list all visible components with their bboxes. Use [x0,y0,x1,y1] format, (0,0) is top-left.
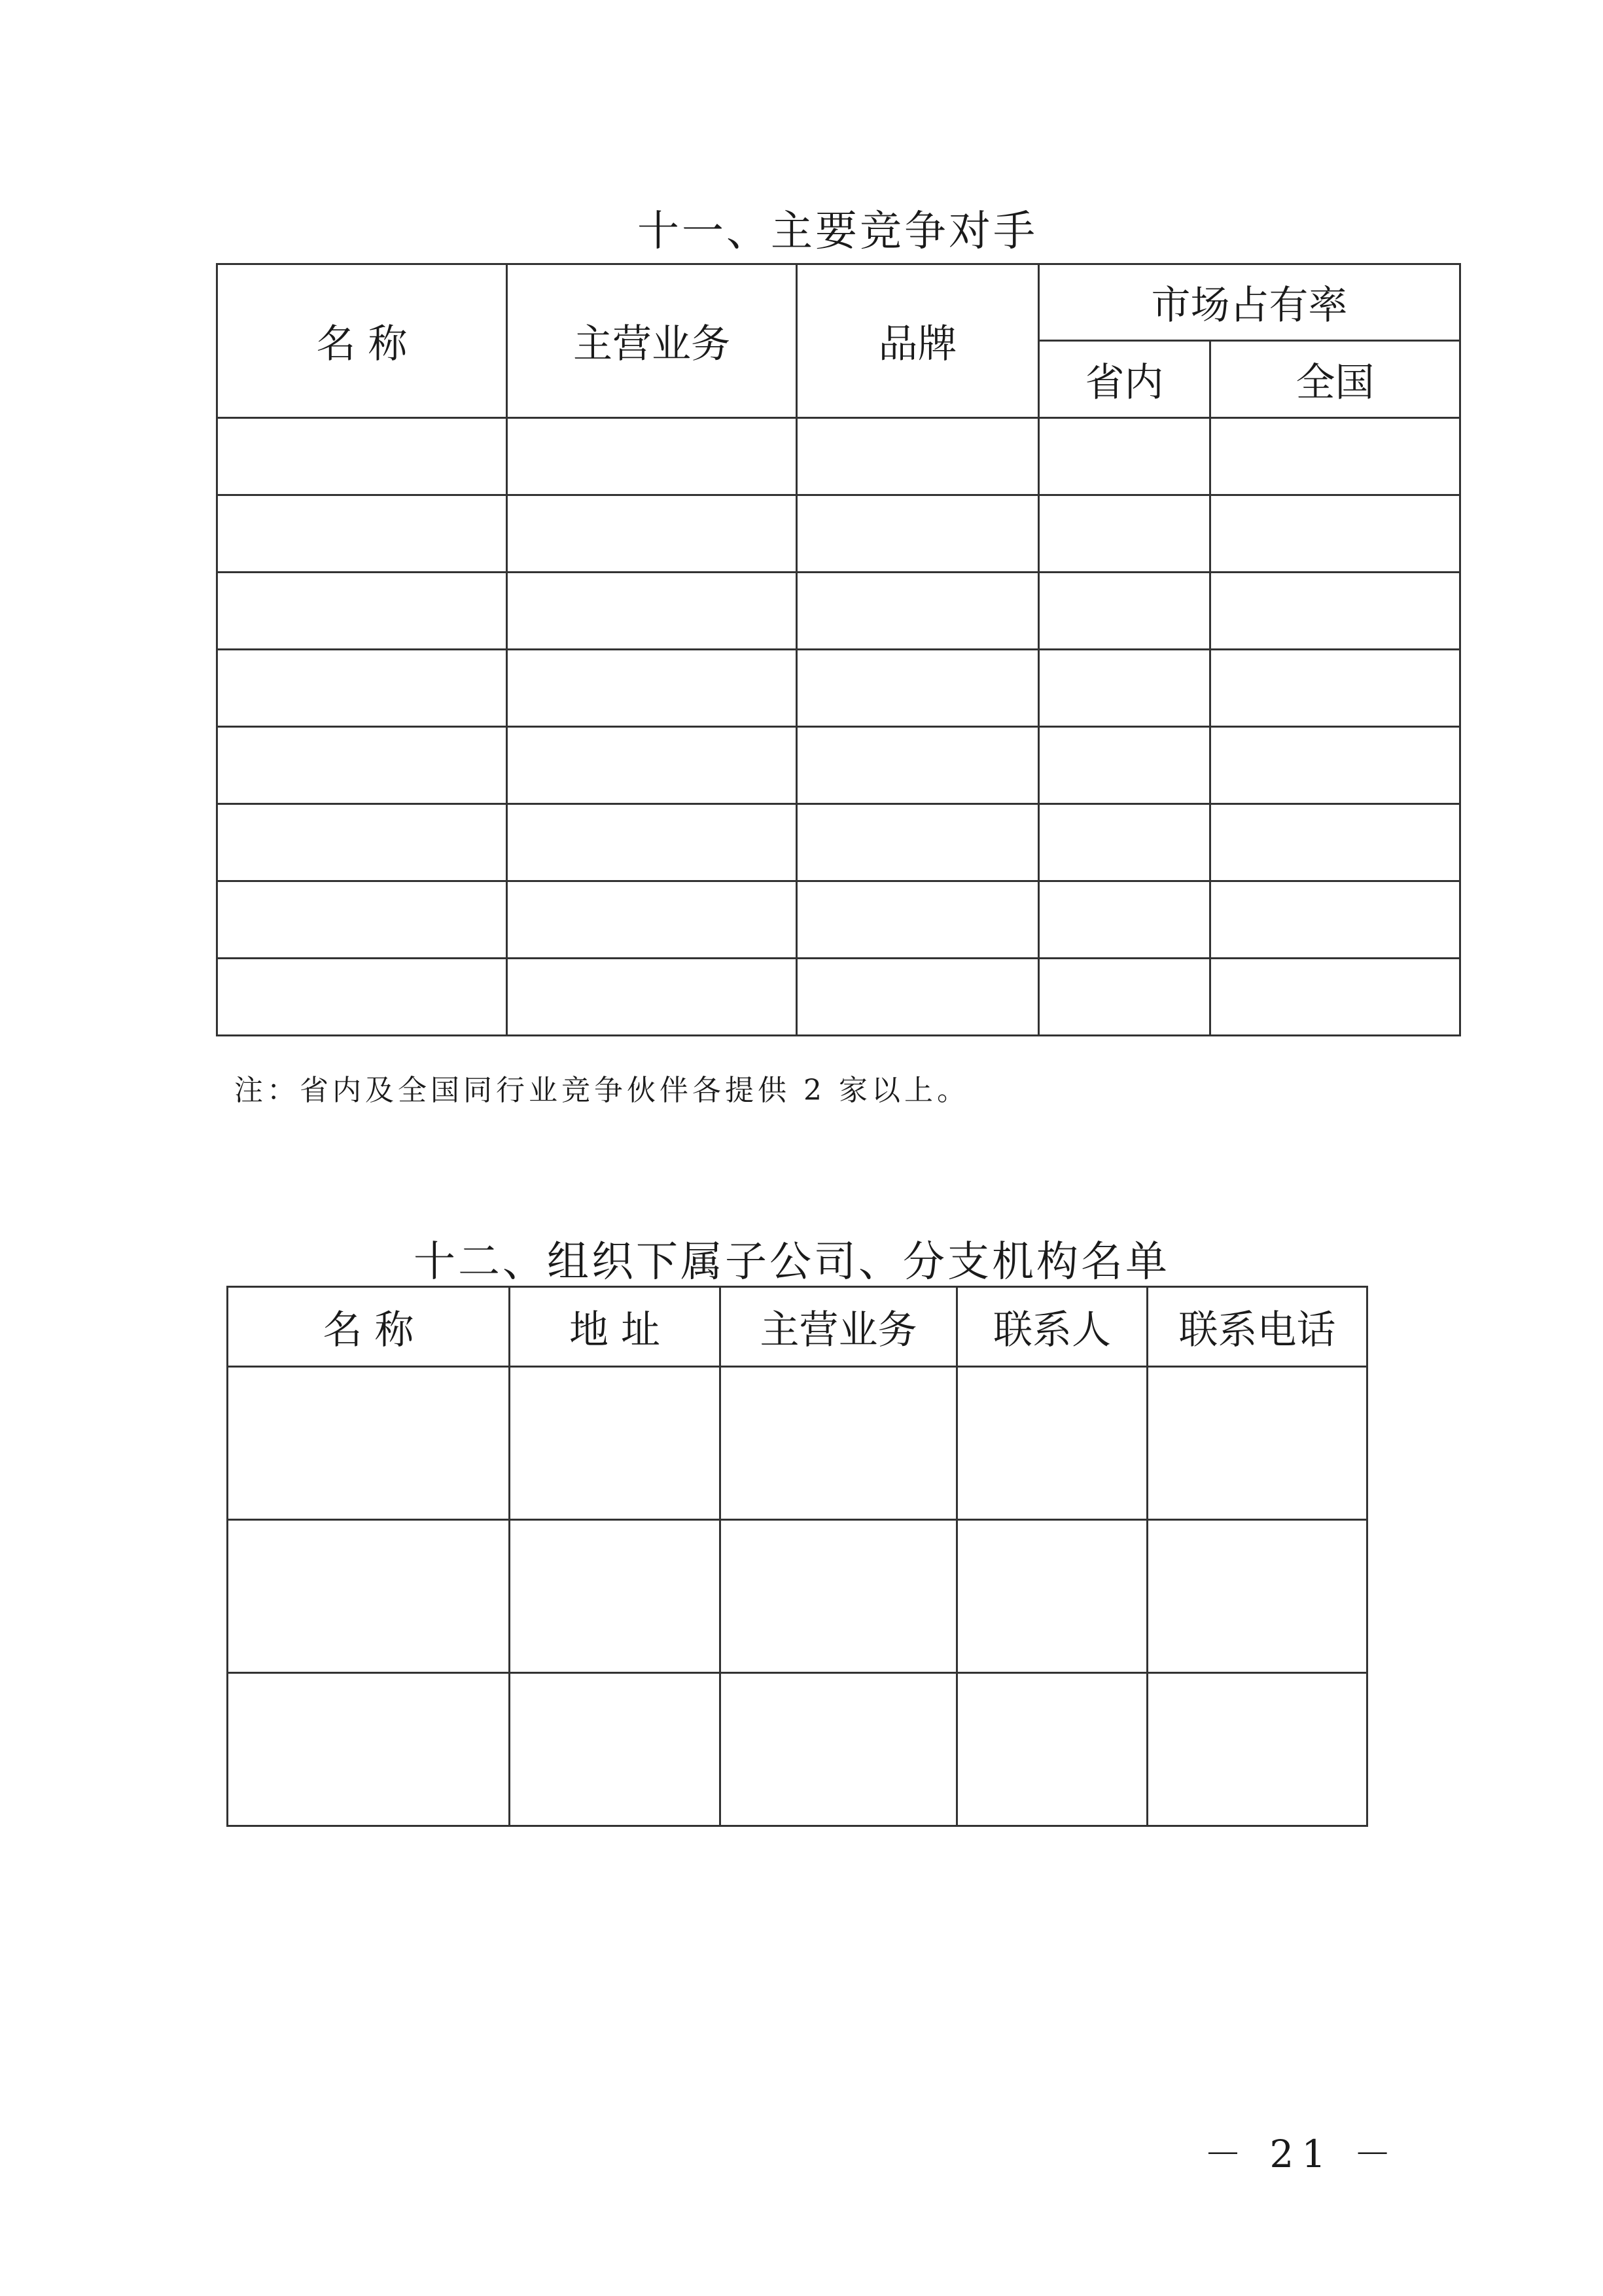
empty-cell [217,495,507,573]
subsidiaries-body [228,1367,1367,1826]
header-national: 全国 [1210,341,1460,418]
empty-cell [507,573,797,650]
section12-title: 十二、组织下属子公司、分支机构名单 [414,1238,1170,1286]
empty-cell [1210,573,1460,650]
empty-cell [1210,727,1460,804]
empty-cell [1210,804,1460,881]
empty-cell [507,959,797,1036]
empty-cell [510,1367,720,1520]
empty-cell [1210,495,1460,573]
table-row [228,1367,1367,1520]
empty-cell [228,1367,510,1520]
subsidiaries-table [226,1286,1368,1827]
empty-cell [1210,418,1460,495]
empty-cell [1039,573,1210,650]
header-row [228,1287,1367,1367]
empty-cell [1039,495,1210,573]
empty-cell [507,650,797,727]
header-market-share: 市场占有率 [1039,264,1460,341]
competitors-table [216,263,1461,1036]
empty-cell [510,1673,720,1826]
page-number: － 21 － [1204,2132,1400,2176]
empty-cell [957,1673,1148,1826]
empty-cell [1039,418,1210,495]
header-row [217,264,1460,341]
header-contact: 联系人 [957,1287,1148,1367]
empty-cell [1210,881,1460,959]
empty-cell [507,418,797,495]
empty-cell [797,573,1039,650]
empty-cell [217,727,507,804]
table-row [217,418,1460,495]
empty-cell [507,495,797,573]
table-row [217,573,1460,650]
empty-cell [217,804,507,881]
competitors-body [217,418,1460,1036]
header-name: 名 称 [228,1287,510,1367]
empty-cell [217,959,507,1036]
empty-cell [217,418,507,495]
empty-cell [217,881,507,959]
table-row [217,727,1460,804]
header-business: 主营业务 [507,264,797,418]
header-brand: 品牌 [797,264,1039,418]
empty-cell [957,1367,1148,1520]
empty-cell [510,1520,720,1673]
empty-cell [720,1673,957,1826]
table-row [228,1673,1367,1826]
table-row [217,650,1460,727]
empty-cell [1148,1520,1367,1673]
header-name: 名 称 [217,264,507,418]
empty-cell [1148,1673,1367,1826]
table-row [228,1520,1367,1673]
empty-cell [1039,881,1210,959]
empty-cell [720,1367,957,1520]
empty-cell [797,804,1039,881]
empty-cell [797,495,1039,573]
empty-cell [720,1520,957,1673]
empty-cell [1039,650,1210,727]
empty-cell [228,1673,510,1826]
header-phone: 联系电话 [1148,1287,1367,1367]
header-business: 主营业务 [720,1287,957,1367]
table-row [217,959,1460,1036]
empty-cell [797,727,1039,804]
empty-cell [797,959,1039,1036]
empty-cell [217,650,507,727]
empty-cell [1210,650,1460,727]
header-address: 地 址 [510,1287,720,1367]
table-row [217,804,1460,881]
empty-cell [228,1520,510,1673]
empty-cell [797,650,1039,727]
empty-cell [957,1520,1148,1673]
header-province: 省内 [1039,341,1210,418]
table-row [217,495,1460,573]
table-row [217,881,1460,959]
empty-cell [1039,804,1210,881]
empty-cell [217,573,507,650]
empty-cell [507,727,797,804]
empty-cell [1210,959,1460,1036]
empty-cell [507,881,797,959]
empty-cell [1148,1367,1367,1520]
empty-cell [1039,959,1210,1036]
empty-cell [797,418,1039,495]
section11-title: 十一、主要竞争对手 [637,207,1038,256]
empty-cell [1039,727,1210,804]
section11-note: 注：省内及全国同行业竞争伙伴各提供 2 家以上。 [234,1074,970,1107]
empty-cell [507,804,797,881]
empty-cell [797,881,1039,959]
